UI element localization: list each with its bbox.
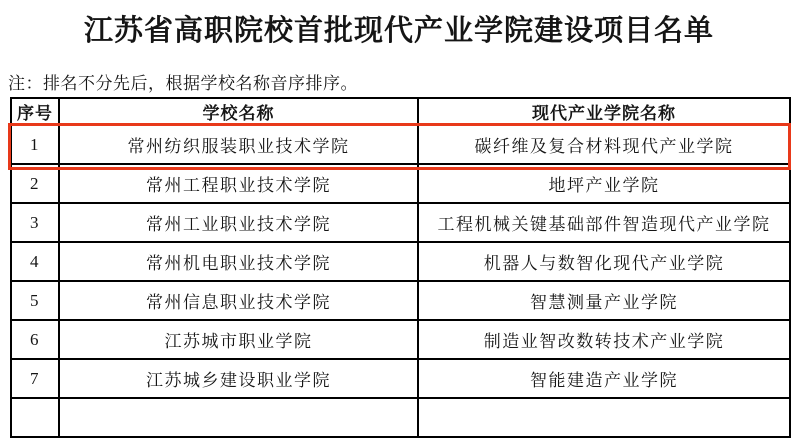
table-row	[11, 125, 790, 164]
cell-college-name: 智能建造产业学院	[418, 359, 790, 398]
cell-school-name: 常州工程职业技术学院	[59, 164, 418, 203]
cell-serial-number: 3	[11, 203, 59, 242]
cell-school-name: 江苏城乡建设职业学院	[59, 359, 418, 398]
cell-school-name: 江苏城市职业学院	[59, 320, 418, 359]
cell-serial-number: 4	[11, 242, 59, 281]
cell-serial-number: 6	[11, 320, 59, 359]
cell-college-name: 机器人与数智化现代产业学院	[418, 242, 790, 281]
cell-school-name: 常州纺织服装职业技术学院	[59, 125, 418, 164]
cell-school-name: 常州工业职业技术学院	[59, 203, 418, 242]
cell-serial-number	[11, 398, 59, 437]
page-title: 江苏省高职院校首批现代产业学院建设项目名单	[83, 15, 714, 47]
table-row	[11, 242, 790, 281]
cell-college-name: 碳纤维及复合材料现代产业学院	[418, 125, 790, 164]
cell-school-name: 常州机电职业技术学院	[59, 242, 418, 281]
table-row	[11, 164, 790, 203]
header-serial-number: 序号	[11, 98, 59, 125]
cell-serial-number: 5	[11, 281, 59, 320]
cell-serial-number: 1	[11, 125, 59, 164]
cell-serial-number: 7	[11, 359, 59, 398]
project-table-container	[10, 97, 789, 438]
table-row	[11, 203, 790, 242]
table-body	[11, 125, 790, 437]
project-table	[10, 97, 791, 438]
table-header-row	[11, 98, 790, 125]
cell-college-name	[418, 398, 790, 437]
header-college-name: 现代产业学院名称	[418, 98, 790, 125]
cell-college-name: 地坪产业学院	[418, 164, 790, 203]
header-school-name: 学校名称	[59, 98, 418, 125]
cell-college-name: 制造业智改数转技术产业学院	[418, 320, 790, 359]
sorting-note: 注：排名不分先后，根据学校名称音序排序。	[8, 74, 358, 93]
cell-serial-number: 2	[11, 164, 59, 203]
table-header	[11, 98, 790, 125]
cell-college-name: 工程机械关键基础部件智造现代产业学院	[418, 203, 790, 242]
cell-school-name: 常州信息职业技术学院	[59, 281, 418, 320]
table-row	[11, 281, 790, 320]
table-row	[11, 320, 790, 359]
table-row	[11, 398, 790, 437]
cell-college-name: 智慧测量产业学院	[418, 281, 790, 320]
table-row	[11, 359, 790, 398]
cell-school-name	[59, 398, 418, 437]
